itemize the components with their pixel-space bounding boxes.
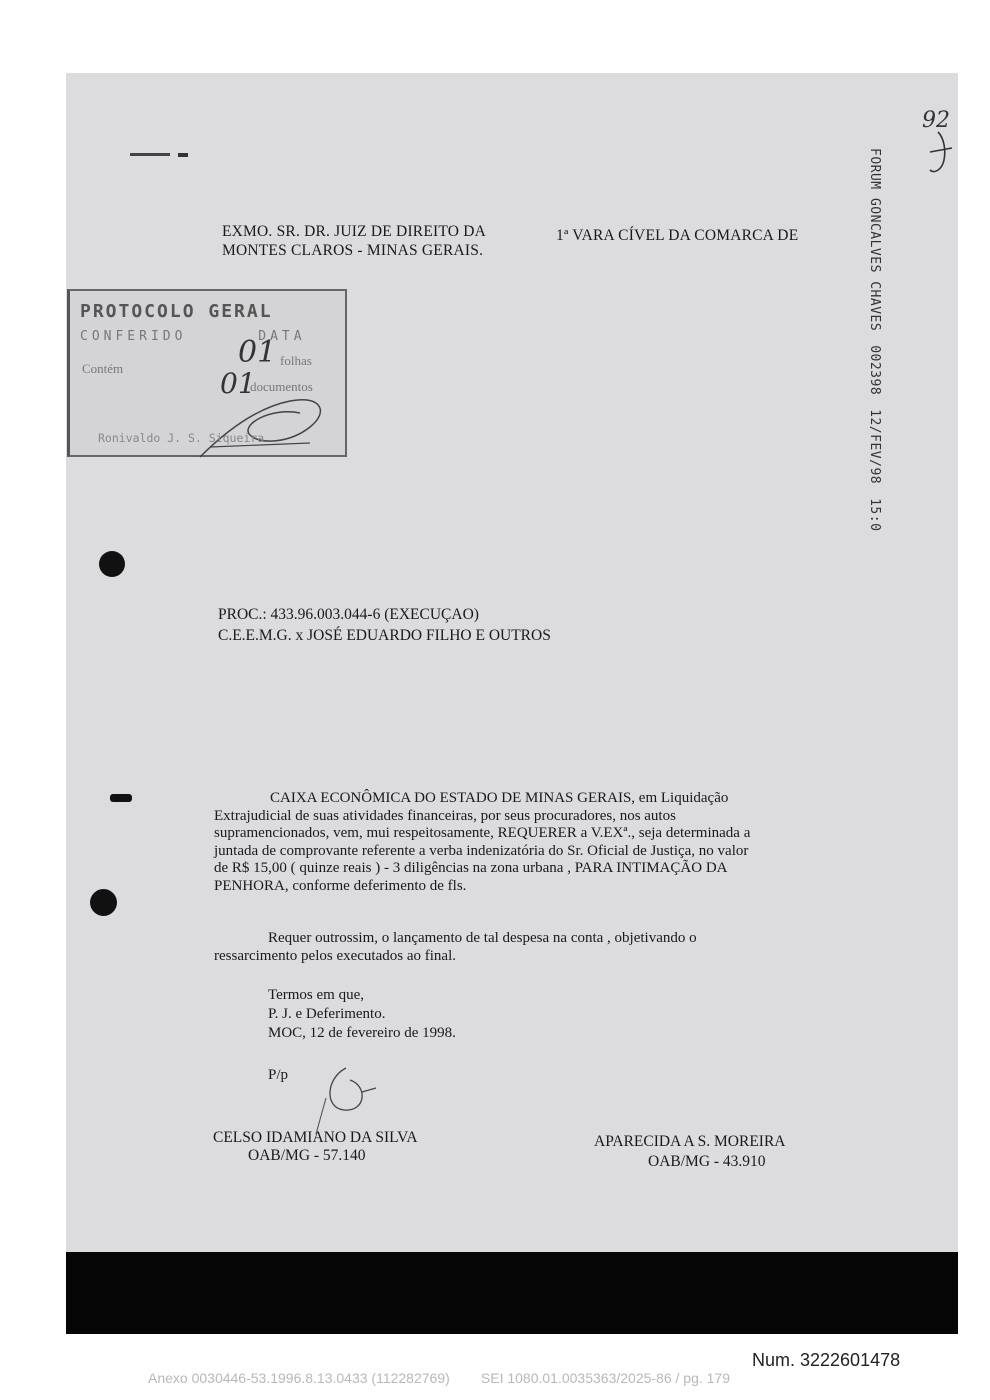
handwritten-mark-icon — [926, 130, 956, 180]
punch-hole — [99, 551, 125, 577]
punch-hole — [90, 889, 117, 916]
request-paragraph-2 — [214, 930, 862, 965]
paragraph-line: CAIXA ECONÔMICA DO ESTADO DE MINAS GERAIS, em Liquidação — [270, 790, 729, 806]
header-line1-left: EXMO. SR. DR. JUIZ DE DIREITO DA — [222, 223, 487, 240]
protocol-stamp-officer: Ronivaldo J. S. Siqueira — [98, 431, 265, 445]
forum-stamp-number: 002398 — [867, 345, 882, 396]
protocol-stamp-contem-label: Contém — [82, 361, 124, 376]
protocol-stamp-folhas-value: 01 — [238, 335, 277, 370]
signature-left-name: CELSO IDAMIANO DA SILVA — [213, 1129, 418, 1146]
paragraph-line: de R$ 15,00 ( quinze reais ) - 3 diligências na zona urbana , PARA INTIMAÇÃO DA — [214, 860, 728, 876]
closing-line: MOC, 12 de fevereiro de 1998. — [268, 1025, 456, 1041]
header-line2: MONTES CLAROS - MINAS GERAIS. — [222, 242, 484, 259]
protocol-stamp — [67, 289, 347, 457]
protocol-stamp-data-label: DATA — [258, 329, 306, 344]
paragraph-line: ressarcimento pelos executados ao final. — [214, 947, 456, 964]
protocol-stamp-title: PROTOCOLO GERAL — [80, 301, 273, 322]
pp-label: P/p — [268, 1067, 289, 1083]
signature-scribble-icon — [306, 1058, 396, 1138]
protocol-stamp-documentos-value: 01 — [220, 367, 256, 400]
document-footer-reference: Anexo 0030446-53.1996.8.13.0433 (112282769) SEI 1080.01.0035363/2025-86 / pg. 179 — [148, 1370, 730, 1386]
forum-stamp-time: 15:0 — [867, 498, 882, 532]
signature-right-oab: OAB/MG - 43.910 — [648, 1153, 766, 1170]
process-parties: C.E.E.M.G. x JOSÉ EDUARDO FILHO E OUTROS — [218, 627, 551, 644]
process-number: PROC.: 433.96.003.044-6 (EXECUÇAO) — [218, 606, 479, 623]
scanned-page — [66, 73, 958, 1253]
forum-stamp — [867, 148, 882, 532]
scan-mark — [110, 794, 132, 802]
protocol-stamp-folhas-label: folhas — [280, 353, 312, 368]
scan-mark — [178, 153, 188, 157]
protocol-signature-icon — [190, 387, 340, 467]
protocol-stamp-documentos-label: documentos — [250, 379, 313, 394]
paragraph-line: supramencionados, vem, mui respeitosamente, REQUERER a V.EXª., seja determinada a — [214, 825, 751, 841]
scan-mark — [130, 153, 170, 156]
signature-right-name: APARECIDA A S. MOREIRA — [594, 1133, 786, 1150]
paragraph-line: Extrajudicial de suas atividades financeiras, por seus procuradores, nos autos — [214, 807, 676, 824]
request-paragraph — [214, 790, 862, 895]
closing-line: Termos em que, — [268, 987, 365, 1003]
paragraph-line: juntada de comprovante referente a verba indenizatória do Sr. Oficial de Justiça, no valor — [214, 842, 749, 859]
signature-left-oab: OAB/MG - 57.140 — [248, 1147, 366, 1164]
paragraph-line: PENHORA, conforme deferimento de fls. — [214, 877, 467, 894]
document-number: Num. 3222601478 — [752, 1350, 901, 1370]
protocol-stamp-subtitle: CONFERIDO — [80, 329, 187, 344]
forum-stamp-date: 12/FEV/98 — [867, 409, 882, 485]
header-line1-right: 1ª VARA CÍVEL DA COMARCA DE — [556, 227, 799, 244]
closing-line: P. J. e Deferimento. — [268, 1006, 386, 1022]
scan-black-bar — [66, 1252, 958, 1334]
closing-block — [268, 986, 668, 1043]
forum-stamp-name: FORUM GONCALVES CHAVES — [867, 148, 882, 332]
paragraph-line: Requer outrossim, o lançamento de tal despesa na conta , objetivando o — [268, 930, 697, 946]
handwritten-page-number: 92 — [922, 108, 950, 133]
